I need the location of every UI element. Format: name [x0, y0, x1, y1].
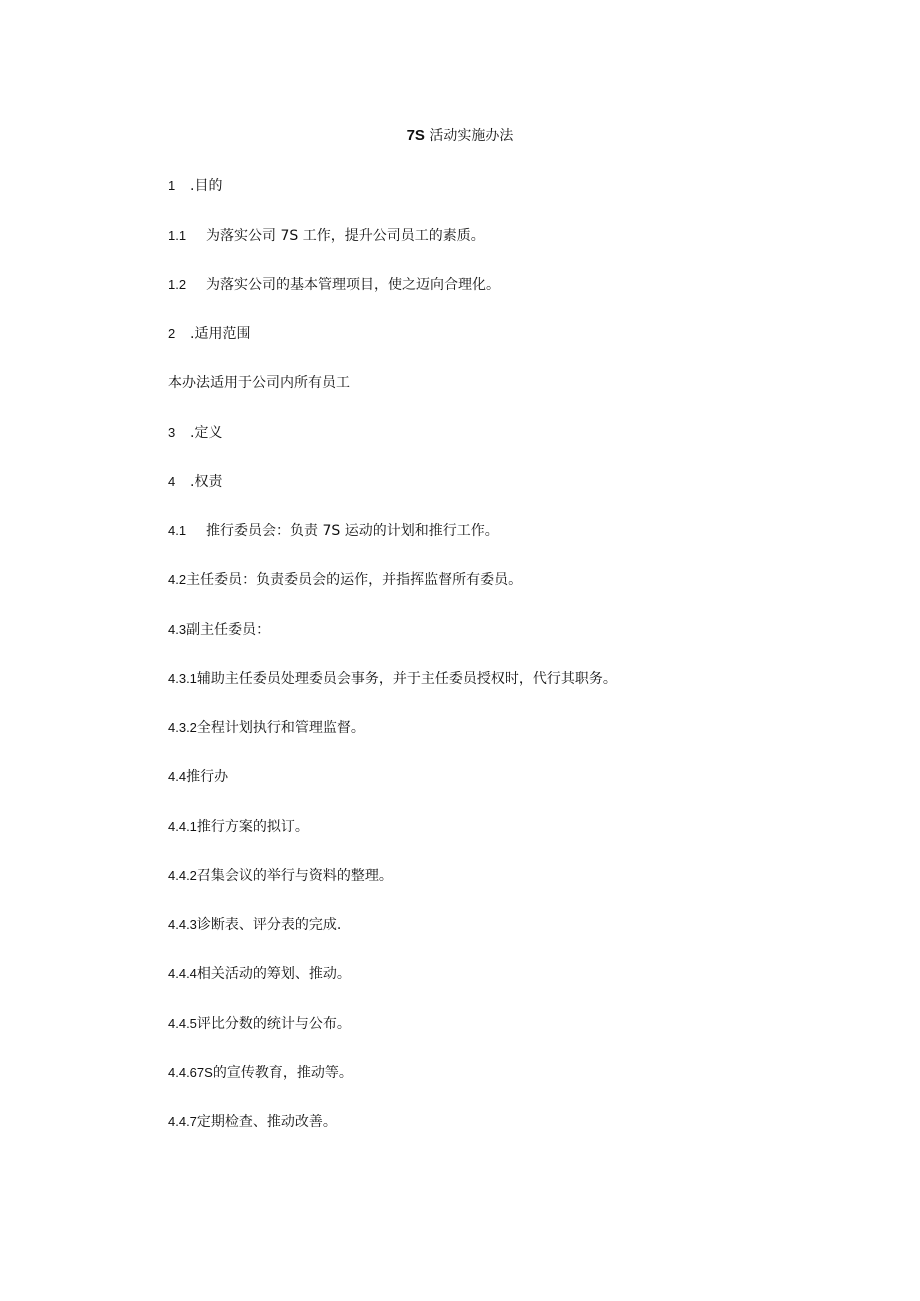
clause-1-1	[168, 226, 485, 246]
clause-4-3	[168, 620, 270, 640]
line-text: 本办法适用于公司内所有员工	[168, 375, 350, 391]
line-text: 全程计划执行和管理监督。	[196, 720, 365, 736]
clause-4-4-7	[168, 1112, 337, 1132]
line-number: 4.4.5	[168, 1016, 197, 1031]
clause-4-4-6	[168, 1063, 353, 1083]
heading-2	[168, 324, 250, 344]
line-text: 辅助主任委员处理委员会事务，并于主任委员授权时，代行其职务。	[196, 671, 617, 687]
line-text: 评比分数的统计与公布。	[196, 1016, 351, 1032]
line-text: 推行方案的拟订。	[196, 819, 309, 835]
line-number: 4.3.2	[168, 720, 197, 735]
line-number: 4.2	[168, 572, 187, 587]
clause-4-4-3	[168, 915, 341, 935]
line-number: 4.4.67S	[168, 1065, 213, 1080]
clause-4-1	[168, 521, 499, 541]
line-number: 4.4.7	[168, 1114, 197, 1129]
line-number: 4.3	[168, 622, 187, 637]
line-text: 的宣传教育，推动等。	[212, 1065, 353, 1081]
clause-4-4-2	[168, 866, 393, 886]
line-text: 为落实公司的基本管理项目，使之迈向合理化。	[206, 277, 500, 293]
line-text: 相关活动的筹划、推动。	[196, 966, 351, 982]
line-number: 4.4.4	[168, 966, 197, 981]
document-title	[0, 126, 920, 146]
line-text: 诊断表、评分表的完成.	[196, 917, 342, 933]
line-text: 推行委员会：负责 7S 运动的计划和推行工作。	[206, 523, 499, 539]
clause-4-4	[168, 767, 228, 787]
line-text: .适用范围	[190, 326, 251, 342]
line-text: 召集会议的举行与资料的整理。	[196, 868, 393, 884]
line-text: 为落实公司 7S 工作，提升公司员工的素质。	[206, 228, 485, 244]
line-number: 4.3.1	[168, 671, 197, 686]
clause-4-4-4	[168, 964, 351, 984]
line-text: .定义	[190, 425, 223, 441]
line-text: .目的	[190, 178, 223, 194]
line-text: 推行办	[186, 769, 229, 785]
line-text: 定期检查、推动改善。	[196, 1114, 337, 1130]
title-text: 活动实施办法	[429, 128, 514, 144]
line-number: 4.4	[168, 769, 187, 784]
line-number: 4.4.2	[168, 868, 197, 883]
line-number: 4.4.1	[168, 819, 197, 834]
heading-1	[168, 176, 222, 196]
line-number: 1	[168, 178, 176, 193]
line-text: .权责	[190, 474, 223, 490]
clause-4-3-2	[168, 718, 365, 738]
title-latin: 7S	[406, 127, 425, 144]
clause-4-2	[168, 570, 522, 590]
clause-4-4-1	[168, 817, 309, 837]
line-text: 主任委员：负责委员会的运作，并指挥监督所有委员。	[186, 572, 523, 588]
clause-1-2	[168, 275, 500, 295]
heading-3	[168, 423, 222, 443]
line-number: 1.2	[168, 277, 187, 292]
clause-4-3-1	[168, 669, 617, 689]
line-number: 4	[168, 474, 176, 489]
line-text: 副主任委员：	[186, 622, 271, 638]
heading-4	[168, 472, 222, 492]
line-number: 2	[168, 326, 176, 341]
scope-text	[168, 373, 350, 393]
line-number: 4.1	[168, 523, 187, 538]
clause-4-4-5	[168, 1014, 351, 1034]
line-number: 1.1	[168, 228, 187, 243]
line-number: 4.4.3	[168, 917, 197, 932]
line-number: 3	[168, 425, 176, 440]
